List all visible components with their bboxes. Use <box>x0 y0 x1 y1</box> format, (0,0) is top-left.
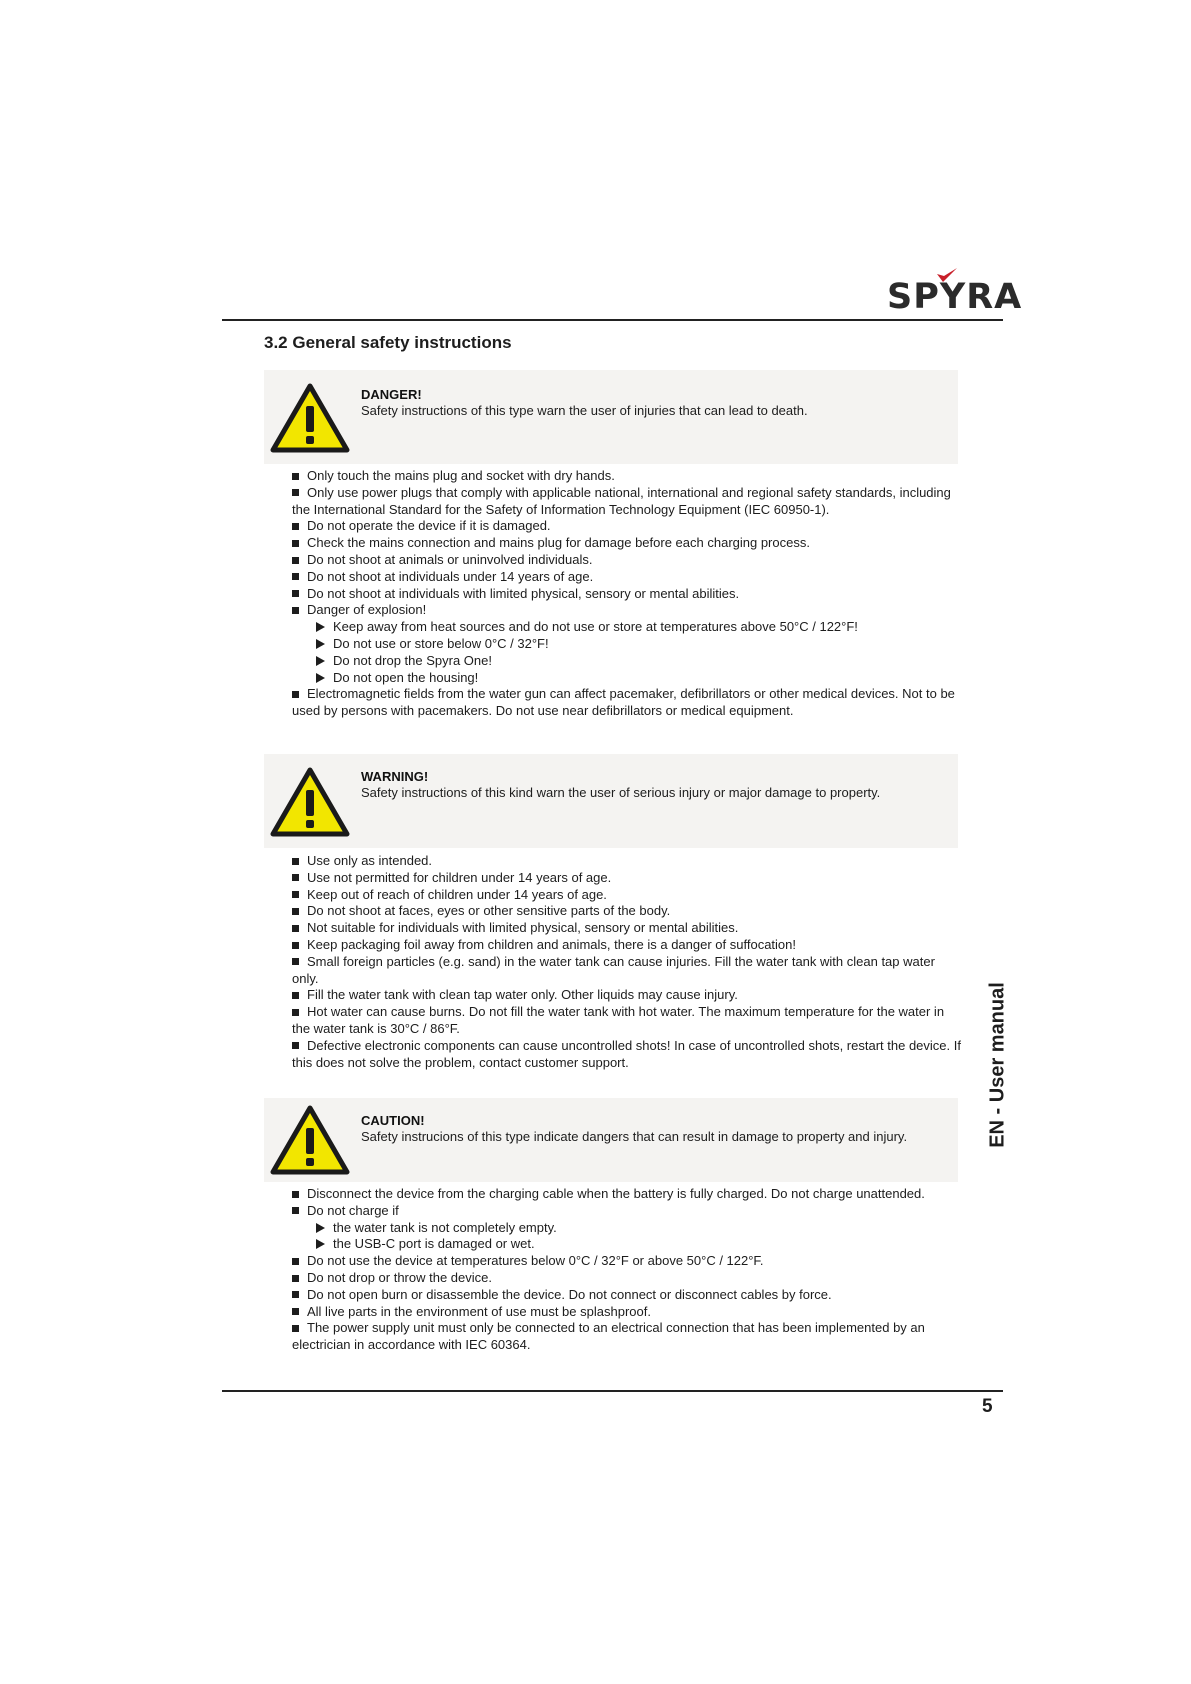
danger-description: Safety instructions of this type warn the user of injuries that can lead to death. <box>361 403 808 418</box>
warning-list <box>292 853 962 1071</box>
caution-description: Safety instrucions of this type indicate dangers that can result in damage to property and injury. <box>361 1129 908 1144</box>
list-item: Fill the water tank with clean tap water only. Other liquids may cause injury. <box>292 987 962 1004</box>
sub-list-item: Do not open the housing! <box>292 670 962 687</box>
sidebar-label-text: EN - User manual <box>986 982 1009 1148</box>
list-item: Do not shoot at animals or uninvolved individuals. <box>292 552 962 569</box>
sub-list-item: Do not use or store below 0°C / 32°F! <box>292 636 962 653</box>
sidebar-label <box>983 965 1013 1165</box>
list-item: Electromagnetic fields from the water gun can affect pacemaker, defibrillators or other medical devices. Not to be used by persons with pacemakers. Do not use near defibrillators or medical equipment. <box>292 686 955 719</box>
logo-text: SPYRA <box>887 277 1023 317</box>
arrow-right-icon <box>316 673 325 683</box>
warning-triangle-icon <box>269 1104 351 1176</box>
warning-triangle-icon <box>269 766 351 838</box>
list-item: Use not permitted for children under 14 years of age. <box>292 870 962 887</box>
list-item: Do not drop or throw the device. <box>292 1270 962 1287</box>
list-item: Check the mains connection and mains plug for damage before each charging process. <box>292 535 962 552</box>
caution-title: CAUTION! <box>361 1113 425 1128</box>
sub-list-item: the water tank is not completely empty. <box>292 1220 962 1237</box>
footer-rule <box>222 1390 1003 1392</box>
arrow-right-icon <box>316 1223 325 1233</box>
list-item: Disconnect the device from the charging cable when the battery is fully charged. Do not charge unattended. <box>292 1186 962 1203</box>
list-item: Do not shoot at individuals under 14 years of age. <box>292 569 962 586</box>
list-item: All live parts in the environment of use must be splashproof. <box>292 1304 962 1321</box>
list-item: Use only as intended. <box>292 853 962 870</box>
sub-list-item: the USB-C port is damaged or wet. <box>292 1236 962 1253</box>
arrow-right-icon <box>316 1239 325 1249</box>
sub-list-item: Do not drop the Spyra One! <box>292 653 962 670</box>
page-number: 5 <box>982 1396 993 1417</box>
warning-box <box>264 754 958 848</box>
section-title: 3.2 General safety instructions <box>264 333 512 352</box>
list-item: Do not shoot at faces, eyes or other sensitive parts of the body. <box>292 903 962 920</box>
danger-list <box>292 468 962 720</box>
danger-title: DANGER! <box>361 387 422 402</box>
list-item: Not suitable for individuals with limited physical, sensory or mental abilities. <box>292 920 962 937</box>
list-item: Do not use the device at temperatures below 0°C / 32°F or above 50°C / 122°F. <box>292 1253 962 1270</box>
list-item: Only use power plugs that comply with applicable national, international and regional safety standards, including the International Standard for the Safety of Information Technology Equipment (IEC 60950-1). <box>292 484 951 517</box>
sub-list-item: Keep away from heat sources and do not use or store at temperatures above 50°C / 122°F! <box>292 619 962 636</box>
list-item: Do not open burn or disassemble the device. Do not connect or disconnect cables by force. <box>292 1287 962 1304</box>
header-rule <box>222 319 1003 321</box>
list-item: Do not charge if <box>292 1203 962 1220</box>
list-item: The power supply unit must only be connected to an electrical connection that has been implemented by an electrician in accordance with IEC 60364. <box>292 1320 925 1353</box>
list-item: Small foreign particles (e.g. sand) in the water tank can cause injuries. Fill the water tank with clean tap water only. <box>292 953 935 986</box>
arrow-right-icon <box>316 639 325 649</box>
warning-triangle-icon <box>269 382 351 454</box>
caution-list <box>292 1186 962 1354</box>
warning-description: Safety instructions of this kind warn the user of serious injury or major damage to property. <box>361 785 881 800</box>
arrow-right-icon <box>316 622 325 632</box>
list-item: Do not shoot at individuals with limited physical, sensory or mental abilities. <box>292 586 962 603</box>
list-item: Danger of explosion! <box>292 602 962 619</box>
danger-box <box>264 370 958 464</box>
list-item: Hot water can cause burns. Do not fill the water tank with hot water. The maximum temperature for the water in the water tank is 30°C / 86°F. <box>292 1004 945 1036</box>
warning-title: WARNING! <box>361 769 429 784</box>
list-item: Only touch the mains plug and socket with dry hands. <box>292 468 962 485</box>
list-item: Defective electronic components can cause uncontrolled shots! In case of uncontrolled shots, restart the device. If this does not solve the problem, contact customer support. <box>292 1037 961 1070</box>
list-item: Do not operate the device if it is damaged. <box>292 518 962 535</box>
list-item: Keep out of reach of children under 14 years of age. <box>292 887 962 904</box>
list-item: Keep packaging foil away from children and animals, there is a danger of suffocation! <box>292 937 962 954</box>
brand-logo <box>887 268 1023 317</box>
arrow-right-icon <box>316 656 325 666</box>
caution-box <box>264 1098 958 1182</box>
